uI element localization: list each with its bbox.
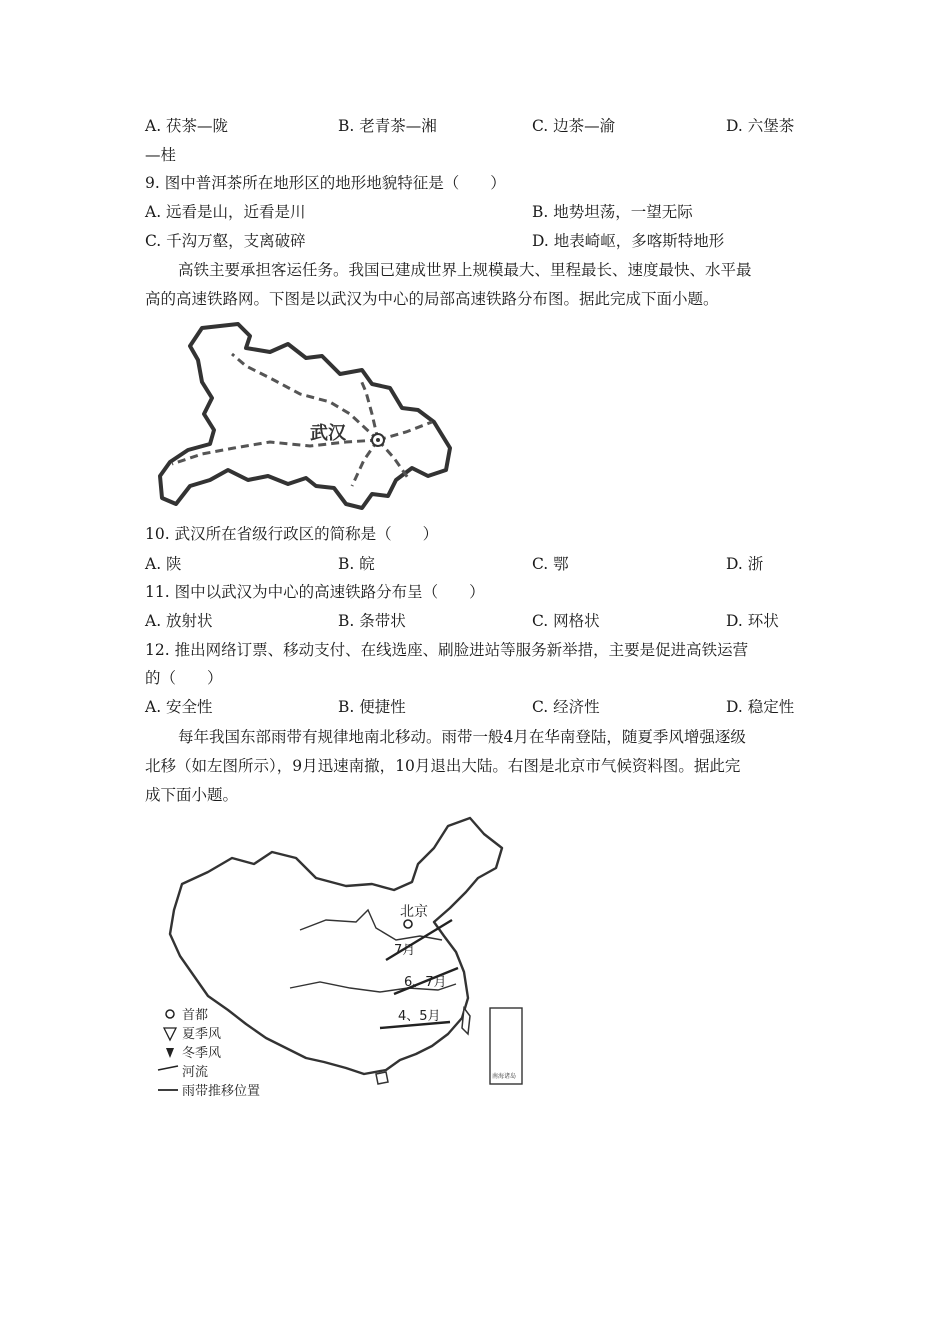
island-taiwan xyxy=(462,1008,470,1034)
q12-stem: 12. 推出网络订票、移动支付、在线选座、刷脸进站等服务新举措，主要是促进高铁运营 xyxy=(145,641,749,659)
legend-river-label: 河流 xyxy=(182,1065,209,1080)
q9-option-d[interactable]: D. 地表崎岖，多喀斯特地形 xyxy=(532,232,725,250)
legend-winter-monsoon-label: 冬季风 xyxy=(182,1046,222,1061)
q9-stem: 9. 图中普洱茶所在地形区的地形地貌特征是（ ） xyxy=(145,174,506,192)
hubei-province-outline xyxy=(160,324,450,508)
china-rainbelt-map xyxy=(150,812,530,1102)
legend-rainband-label: 雨带推移位置 xyxy=(182,1084,261,1099)
q8-option-b[interactable]: B. 老青茶—湘 xyxy=(338,117,437,135)
q10-option-c[interactable]: C. 鄂 xyxy=(532,555,569,573)
q9-option-a[interactable]: A. 远看是山，近看是川 xyxy=(145,203,306,221)
q10-option-d[interactable]: D. 浙 xyxy=(726,555,764,573)
legend-river-icon xyxy=(158,1066,178,1070)
q12-stem-continued: 的（ ） xyxy=(145,669,223,687)
q11-stem: 11. 图中以武汉为中心的高速铁路分布呈（ ） xyxy=(145,583,485,601)
q8-option-d[interactable]: D. 六堡茶 xyxy=(726,117,795,135)
q10-option-a[interactable]: A. 陕 xyxy=(145,555,182,573)
hubei-railway-map xyxy=(150,318,455,513)
beijing-label: 北京 xyxy=(400,904,428,920)
legend-capital-icon xyxy=(166,1010,174,1018)
q12-option-a[interactable]: A. 安全性 xyxy=(145,698,213,716)
passage2-line3: 成下面小题。 xyxy=(145,786,239,804)
q12-option-c[interactable]: C. 经济性 xyxy=(532,698,600,716)
legend-winter-monsoon-icon xyxy=(166,1048,174,1058)
passage1-line2: 高的高速铁路网。下图是以武汉为中心的局部高速铁路分布图。据此完成下面小题。 xyxy=(145,290,719,308)
q8-option-a[interactable]: A. 茯茶—陇 xyxy=(145,117,229,135)
q12-option-d[interactable]: D. 稳定性 xyxy=(726,698,795,716)
q10-stem: 10. 武汉所在省级行政区的简称是（ ） xyxy=(145,525,439,543)
rainbelt-july-label: 7月 xyxy=(394,943,416,958)
legend-summer-monsoon-icon xyxy=(164,1028,176,1040)
q11-option-b[interactable]: B. 条带状 xyxy=(338,612,406,630)
passage2-line1: 每年我国东部雨带有规律地南北移动。雨带一般4月在华南登陆，随夏季风增强逐级 xyxy=(178,728,746,746)
island-hainan xyxy=(376,1072,388,1084)
q10-option-b[interactable]: B. 皖 xyxy=(338,555,375,573)
wuhan-label: 武汉 xyxy=(310,423,346,444)
beijing-marker xyxy=(404,920,412,928)
legend-summer-monsoon-label: 夏季风 xyxy=(182,1027,222,1042)
q12-option-b[interactable]: B. 便捷性 xyxy=(338,698,406,716)
legend-capital-label: 首都 xyxy=(182,1008,209,1023)
q9-option-b[interactable]: B. 地势坦荡，一望无际 xyxy=(532,203,693,221)
inset-south-china-sea xyxy=(490,1008,522,1084)
passage2-line2: 北移（如左图所示），9月迅速南撤，10月退出大陆。右图是北京市气候资料图。据此完 xyxy=(145,757,741,775)
q8-option-c[interactable]: C. 边茶—渝 xyxy=(532,117,616,135)
q8-option-d-continued: —桂 xyxy=(145,146,177,164)
q11-option-a[interactable]: A. 放射状 xyxy=(145,612,213,630)
passage1-line1: 高铁主要承担客运任务。我国已建成世界上规模最大、里程最长、速度最快、水平最 xyxy=(178,261,752,279)
q11-option-c[interactable]: C. 网格状 xyxy=(532,612,600,630)
rainbelt-june-july-label: 6、7月 xyxy=(404,975,447,990)
q11-option-d[interactable]: D. 环状 xyxy=(726,612,779,630)
q9-option-c[interactable]: C. 千沟万壑，支离破碎 xyxy=(145,232,306,250)
rainbelt-april-may-label: 4、5月 xyxy=(398,1009,441,1024)
inset-label: 南海诸岛 xyxy=(492,1073,517,1080)
